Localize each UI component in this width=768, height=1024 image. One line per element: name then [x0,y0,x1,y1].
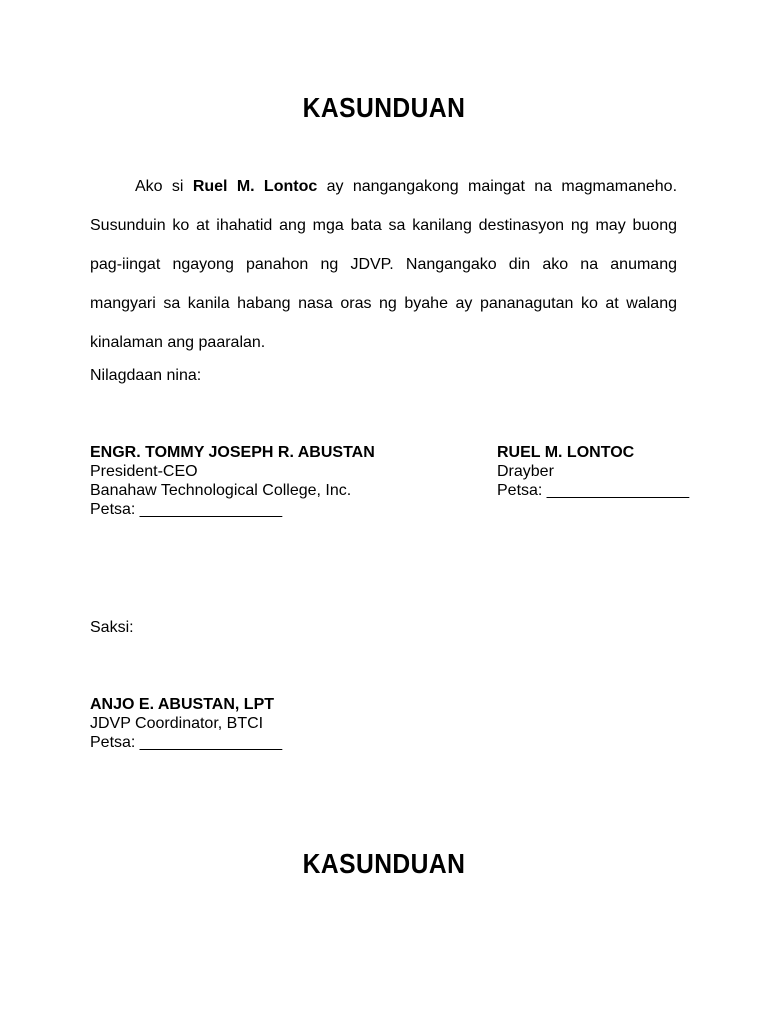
signatory-left-position: President-CEO [90,463,198,480]
signed-by-label: Nilagdaan nina: [90,367,202,384]
signatory-left-date: Petsa: ________________ [90,501,283,518]
signatory-left-organization: Banahaw Technological College, Inc. [90,482,352,499]
signatory-right-block [497,443,689,500]
witness-date: Petsa: ________________ [90,734,283,751]
witness-label: Saksi: [90,619,134,636]
witness-block [90,695,282,752]
signatory-left-block [90,443,375,519]
witness-name: ANJO E. ABUSTAN, LPT [90,696,275,713]
agreement-paragraph [90,167,677,362]
witness-position: JDVP Coordinator, BTCI [90,715,264,732]
paragraph-text: ay nangangakong maingat na magmamaneho. Susunduin ko at ihahatid ang mga bata sa kanilang destinasyon ng may buong pag-iingat ngayong panahon ng JDVP. Nangangako din ako na anumang mangyari sa kanila habang nasa oras ng byahe ay pananagutan ko at walang kinalaman ang paaralan. [90,178,678,351]
signatory-right-name: RUEL M. LONTOC [497,444,635,461]
paragraph-intro: Ako si [135,178,184,195]
document-title: KASUNDUAN [302,92,466,123]
signatory-right-position: Drayber [497,463,554,480]
signatory-left-name: ENGR. TOMMY JOSEPH R. ABUSTAN [90,444,375,461]
next-page-title: KASUNDUAN [302,848,466,879]
signatory-right-date: Petsa: ________________ [497,482,690,499]
paragraph-name: Ruel M. Lontoc [192,178,318,195]
